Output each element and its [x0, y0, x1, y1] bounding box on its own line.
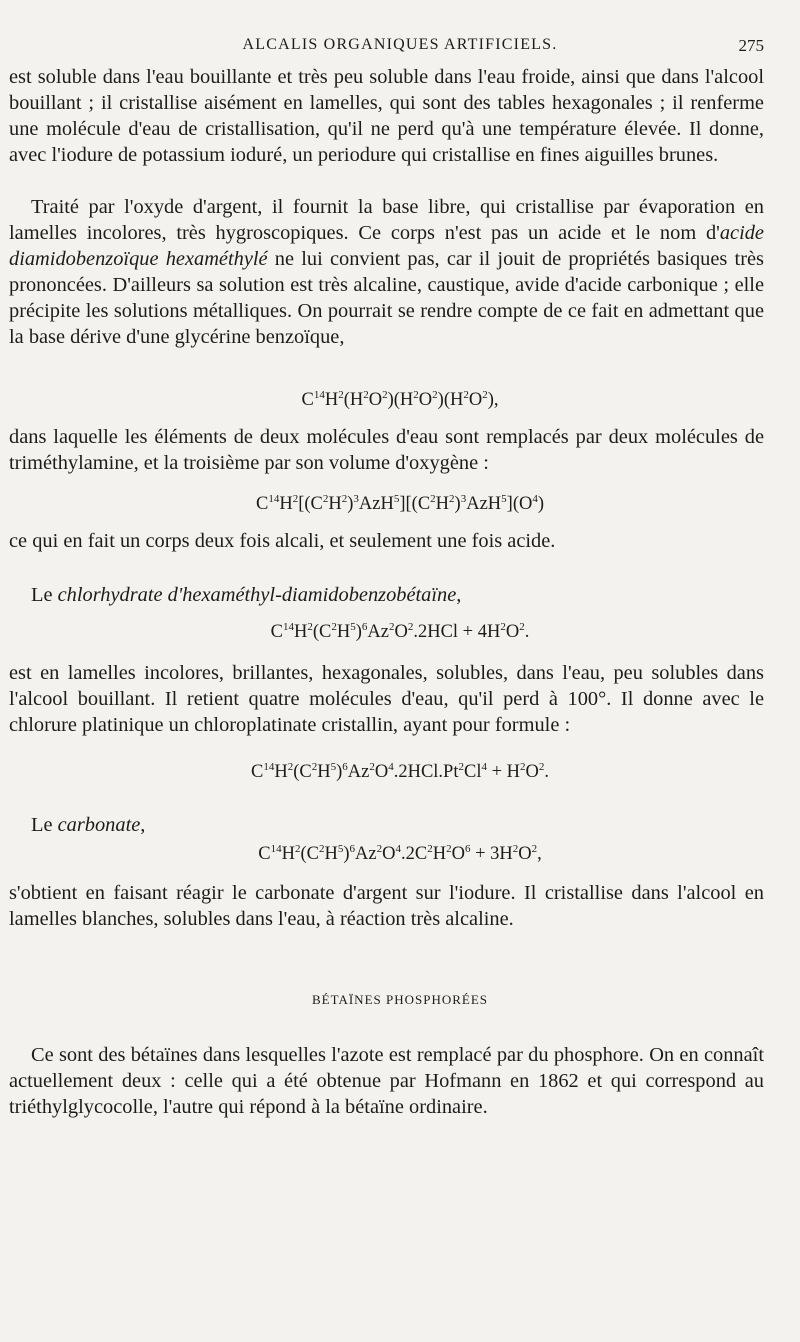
paragraph-6-text: est en lamelles incolores, brillantes, hexagonales, solubles, dans l'eau, peu solubles dans l'alcool bouillant. Il retient quatre molécules d'eau, qu'il perd à 100°. Il donne avec le chlorure platinique un chloroplatinate cristallin, ayant pour formule :	[9, 662, 764, 736]
section-title: BÉTAÏNES PHOSPHORÉES	[311, 992, 489, 1007]
formula-superscript: 2	[382, 389, 388, 401]
formula-superscript: 2	[369, 761, 375, 773]
formula-superscript: 2	[463, 389, 469, 401]
formula-text: C	[258, 844, 271, 864]
carbonate-name: carbonate	[57, 814, 141, 836]
formula-superscript: 2	[338, 389, 344, 401]
page-number: 275	[738, 36, 764, 55]
formula-text: .	[524, 622, 530, 642]
formula-text: H	[274, 762, 288, 782]
formula-text: Cl	[463, 762, 482, 782]
formula-superscript: 2	[512, 843, 519, 855]
formula-superscript: 2	[331, 621, 337, 633]
formula-superscript: 5	[337, 843, 344, 855]
formula-superscript: 14	[263, 761, 275, 773]
formula-text: AzH	[466, 494, 502, 514]
formula-superscript: 2	[407, 621, 414, 633]
formula-superscript: 2	[430, 493, 436, 505]
formula-text: H	[317, 762, 331, 782]
formula-superscript: 2	[520, 761, 526, 773]
formula-text: H	[336, 622, 351, 642]
formula-text: O	[468, 390, 483, 410]
formula-superscript: 4	[481, 761, 487, 773]
paragraph-1-text: est soluble dans l'eau bouillante et très peu soluble dans l'eau froide, ainsi que dans l'alcool bouillant ; il cristallise aisément en lamelles, qui sont des tables hexagonales ; il renferme une molécule d'eau de cristallisation, qu'il ne perd qu'à une température élevée. Il donne, avec l'iodure de potassium ioduré, un periodure qui cristallise en fines aiguilles brunes.	[9, 66, 764, 166]
formula-text: )	[343, 844, 350, 864]
formula-text: Az	[347, 762, 370, 782]
formula-text: ][(C	[399, 494, 431, 514]
formula-text: + H	[486, 762, 521, 782]
formula-text: O	[518, 844, 532, 864]
paragraph-2-italic: acide diamidobenzoïque hexaméthylé	[9, 222, 764, 270]
formula-superscript: 2	[427, 843, 433, 855]
formula-superscript: 6	[349, 843, 356, 855]
formula-superscript: 2	[363, 389, 369, 401]
formula-text: C	[301, 390, 314, 410]
formula-superscript: 2	[294, 843, 301, 855]
formula-superscript: 2	[388, 621, 395, 633]
paragraph-8-text: s'obtient en faisant réagir le carbonate d'argent sur l'iodure. Il cristallise dans l'alcool en lamelles blanches, solubles dans l'eau, à réaction très alcaline.	[9, 882, 764, 930]
formula-superscript: 2	[376, 843, 383, 855]
formula-text: )(H	[387, 390, 414, 410]
formula-text: ,	[537, 844, 542, 864]
formula-superscript: 2	[341, 493, 348, 505]
formula-text: C	[250, 762, 264, 782]
formula-superscript: 6	[464, 843, 471, 855]
formula-text: )(H	[437, 390, 464, 410]
formula-text: .	[544, 762, 550, 782]
formula-superscript: 14	[313, 389, 325, 401]
formula-text: AzH	[358, 494, 394, 514]
formula-chloroplatinate	[0, 760, 800, 784]
formula-superscript: 3	[460, 493, 467, 505]
paragraph-2-text	[9, 194, 764, 350]
formula-superscript: 2	[482, 389, 488, 401]
formula-superscript: 6	[361, 621, 368, 633]
formula-text: H	[281, 844, 295, 864]
formula-superscript: 14	[268, 493, 280, 505]
formula-text: .2HCl + 4H	[413, 622, 501, 642]
formula-text: Az	[367, 622, 389, 642]
formula-text: (C	[312, 622, 332, 642]
formula-text: H	[432, 844, 447, 864]
formula-text: H	[293, 622, 308, 642]
formula-superscript: 2	[531, 843, 538, 855]
formula-text: H	[324, 390, 339, 410]
formula-superscript: 2	[322, 493, 329, 505]
carbonate-heading	[31, 812, 145, 838]
formula-superscript: 6	[342, 761, 348, 773]
formula-text: )	[336, 762, 343, 782]
chlorhydrate-suffix: ,	[456, 584, 462, 606]
formula-text: )	[537, 494, 545, 514]
formula-superscript: 5	[501, 493, 507, 505]
formula-base	[0, 492, 800, 516]
formula-text: H	[435, 494, 450, 514]
chlorhydrate-heading	[31, 582, 461, 608]
formula-text: ),	[487, 390, 499, 410]
formula-superscript: 2	[318, 843, 325, 855]
formula-text: O	[374, 762, 389, 782]
formula-text: )	[355, 622, 362, 642]
carbonate-suffix: ,	[140, 814, 146, 836]
formula-carbonate	[0, 842, 800, 866]
formula-text: [(C	[298, 494, 323, 514]
formula-text: C	[270, 622, 283, 642]
formula-text: O	[394, 622, 408, 642]
formula-superscript: 4	[395, 843, 401, 855]
formula-superscript: 2	[500, 621, 506, 633]
paragraph-9	[9, 1042, 764, 1120]
formula-superscript: 2	[449, 493, 455, 505]
formula-superscript: 3	[353, 493, 359, 505]
running-title: ALCALIS ORGANIQUES ARTIFICIELS.	[242, 36, 558, 53]
formula-superscript: 2	[432, 389, 438, 401]
formula-superscript: 2	[287, 761, 294, 773]
paragraph-2-end: ne lui convient pas, car il jouit de propriétés basiques très prononcées. D'ailleurs sa solution est très alcaline, caustique, avide d'acide carbonique ; elle précipite les solutions métalliques. On pourrait se rendre compte de ce fait en admettant que la base dérive d'une glycérine benzoïque,	[9, 248, 764, 348]
formula-text: O	[368, 390, 383, 410]
formula-text: ](O	[506, 494, 533, 514]
formula-text: + 3H	[470, 844, 513, 864]
formula-superscript: 2	[538, 761, 545, 773]
formula-text: O	[418, 390, 433, 410]
paragraph-1	[9, 64, 764, 168]
formula-superscript: 14	[282, 621, 294, 633]
formula-chlorhydrate	[0, 620, 800, 644]
chlorhydrate-prefix: Le	[31, 584, 58, 606]
formula-text: H	[328, 494, 342, 514]
formula-superscript: 2	[311, 761, 318, 773]
paragraph-2	[9, 194, 764, 350]
paragraph-6	[9, 660, 764, 738]
formula-text: .2HCl.Pt	[393, 762, 459, 782]
formula-text: H	[324, 844, 338, 864]
formula-text: Az	[355, 844, 377, 864]
formula-superscript: 14	[270, 843, 282, 855]
formula-text: O	[525, 762, 539, 782]
formula-text: )	[347, 494, 354, 514]
formula-superscript: 2	[458, 761, 464, 773]
formula-text: (H	[343, 390, 364, 410]
formula-superscript: 2	[446, 843, 452, 855]
formula-superscript: 2	[413, 389, 419, 401]
paragraph-3	[9, 424, 764, 476]
formula-text: O	[451, 844, 465, 864]
paragraph-2-start: Traité par l'oxyde d'argent, il fournit la base libre, qui cristallise par évaporation en lamelles incolores, très hygroscopiques. Ce corps n'est pas un acide et le nom d'	[9, 196, 764, 244]
formula-text: .2C	[400, 844, 428, 864]
formula-text: C	[255, 494, 269, 514]
formula-text: (C	[293, 762, 312, 782]
paragraph-4	[9, 528, 764, 554]
formula-text: (C	[300, 844, 319, 864]
page-header	[0, 34, 800, 58]
formula-superscript: 2	[307, 621, 313, 633]
chlorhydrate-name: chlorhydrate d'hexaméthyl-diamidobenzobétaïne	[57, 584, 457, 606]
formula-text: H	[279, 494, 293, 514]
paragraph-4-text: ce qui en fait un corps deux fois alcali, et seulement une fois acide.	[9, 530, 556, 552]
paragraph-9-text: Ce sont des bétaïnes dans lesquelles l'azote est remplacé par du phosphore. On en connaît actuellement deux : celle qui a été obtenue par Hofmann en 1862 et qui correspond au triéthylglycocolle, l'autre qui répond à la bétaïne ordinaire.	[9, 1044, 764, 1118]
formula-text: )	[454, 494, 461, 514]
paragraph-8	[9, 880, 764, 932]
carbonate-prefix: Le	[31, 814, 58, 836]
formula-superscript: 5	[350, 621, 356, 633]
formula-superscript: 5	[330, 761, 337, 773]
formula-superscript: 5	[393, 493, 400, 505]
formula-text: O	[505, 622, 520, 642]
formula-superscript: 4	[532, 493, 538, 505]
formula-superscript: 2	[519, 621, 525, 633]
paragraph-3-text: dans laquelle les éléments de deux molécules d'eau sont remplacés par deux molécules de triméthylamine, et la troisième par son volume d'oxygène :	[9, 426, 764, 474]
formula-superscript: 4	[388, 761, 394, 773]
formula-superscript: 2	[292, 493, 299, 505]
formula-glycerine	[0, 388, 800, 412]
formula-text: O	[382, 844, 396, 864]
